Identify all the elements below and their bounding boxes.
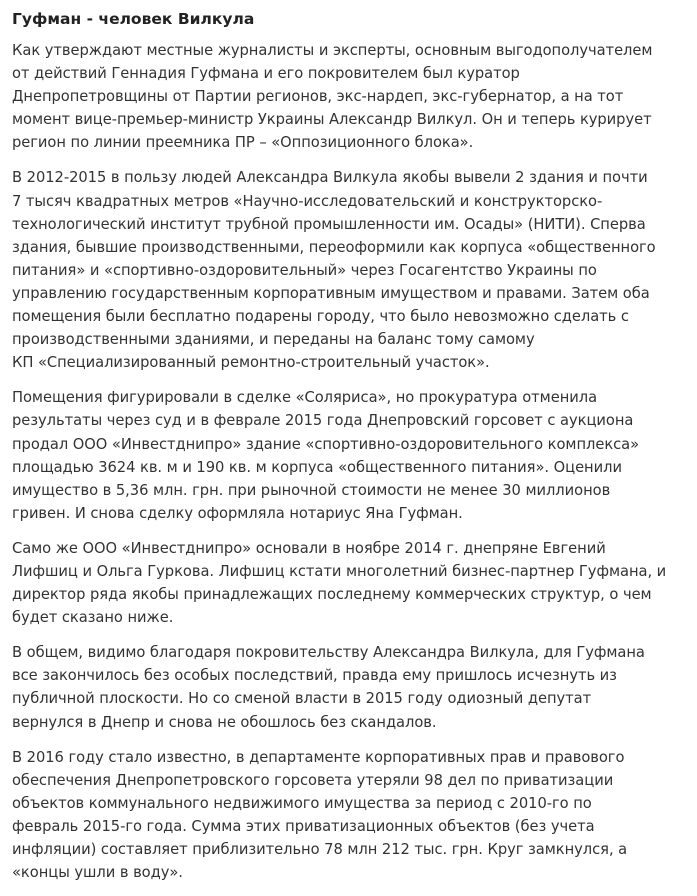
article-paragraph-5: В общем, видимо благодаря покровительству Александра Вилкула, для Гуфмана все закончилось без особых последствий, правда ему пришлось исчезнуть из публичной плоскости. Но со сменой власти в 2015 году одиозный депутат вернулся в Днепр и снова не обошлось без скандалов. xyxy=(12,644,645,731)
article-paragraph-6: В 2016 году стало известно, в департаменте корпоративных прав и правового обеспечения Днепропетровского горсовета утеряли 98 дел по приватизации объектов коммунального недвижимого имущества за период с 2010-го по февраль 2015-го года. Сумма этих приватизационных объектов (без учета инфляции) составляет приблизительно 78 млн 212 тыс. грн. Круг замкнулся, а «концы ушли в воду». xyxy=(12,748,628,882)
article-paragraph-1: Как утверждают местные журналисты и эксперты, основным выгодополучателем от действий Геннадия Гуфмана и его покровителем был куратор Днепропетровщины от Партии регионов, экс-нардеп, экс-губернатор, а на тот момент вице-премьер-министр Украины Александр Вилкул. Он и теперь курирует регион по линии преемника ПР – «Оппозиционного блока». xyxy=(12,42,653,152)
article-paragraph-4: Само же ООО «Инвестднипро» основали в ноябре 2014 г. днепряне Евгений Лифшиц и Ольга Гуркова. Лифшиц кстати многолетний бизнес-партнер Гуфмана, и директор ряда якобы принадлежащих последнему коммерческих структур, о чем будет сказано ниже. xyxy=(12,539,667,627)
article-title: Гуфман - человек Вилкула xyxy=(12,10,255,28)
article-paragraph-3: Помещения фигурировали в сделке «Соляриса», но прокуратура отменила результаты через суд и в феврале 2015 года Днепровский горсовет с аукциона продал ООО «Инвестднипро» здание «спортивно-оздоровительного комплекса» площадью 3624 кв. м и 190 кв. м корпуса «общественного питания». Оценили имущество в 5,36 млн. грн. при рыночной стоимости не менее 30 миллионов гривен. И снова сделку оформляла нотариус Яна Гуфман. xyxy=(12,389,640,522)
article-paragraph-2: В 2012-2015 в пользу людей Александра Вилкула якобы вывели 2 здания и почти 7 тысяч квадратных метров «Научно-исследовательский и конструкторско- технологический институт трубной промышленности им. Осады» (НИТИ). Сперва здания, бывшие производственными, переоформили как корпуса «общественного питания» и «спортивно-оздоровительный» через Госагентство Украины по управлению государственным корпоративным имуществом и правами. Затем оба помещения были бесплатно подарены городу, что было невозможно сделать с производственными зданиями, и переданы на баланс тому самому КП «Специализированный ремонтно-строительный участок». xyxy=(12,169,656,372)
